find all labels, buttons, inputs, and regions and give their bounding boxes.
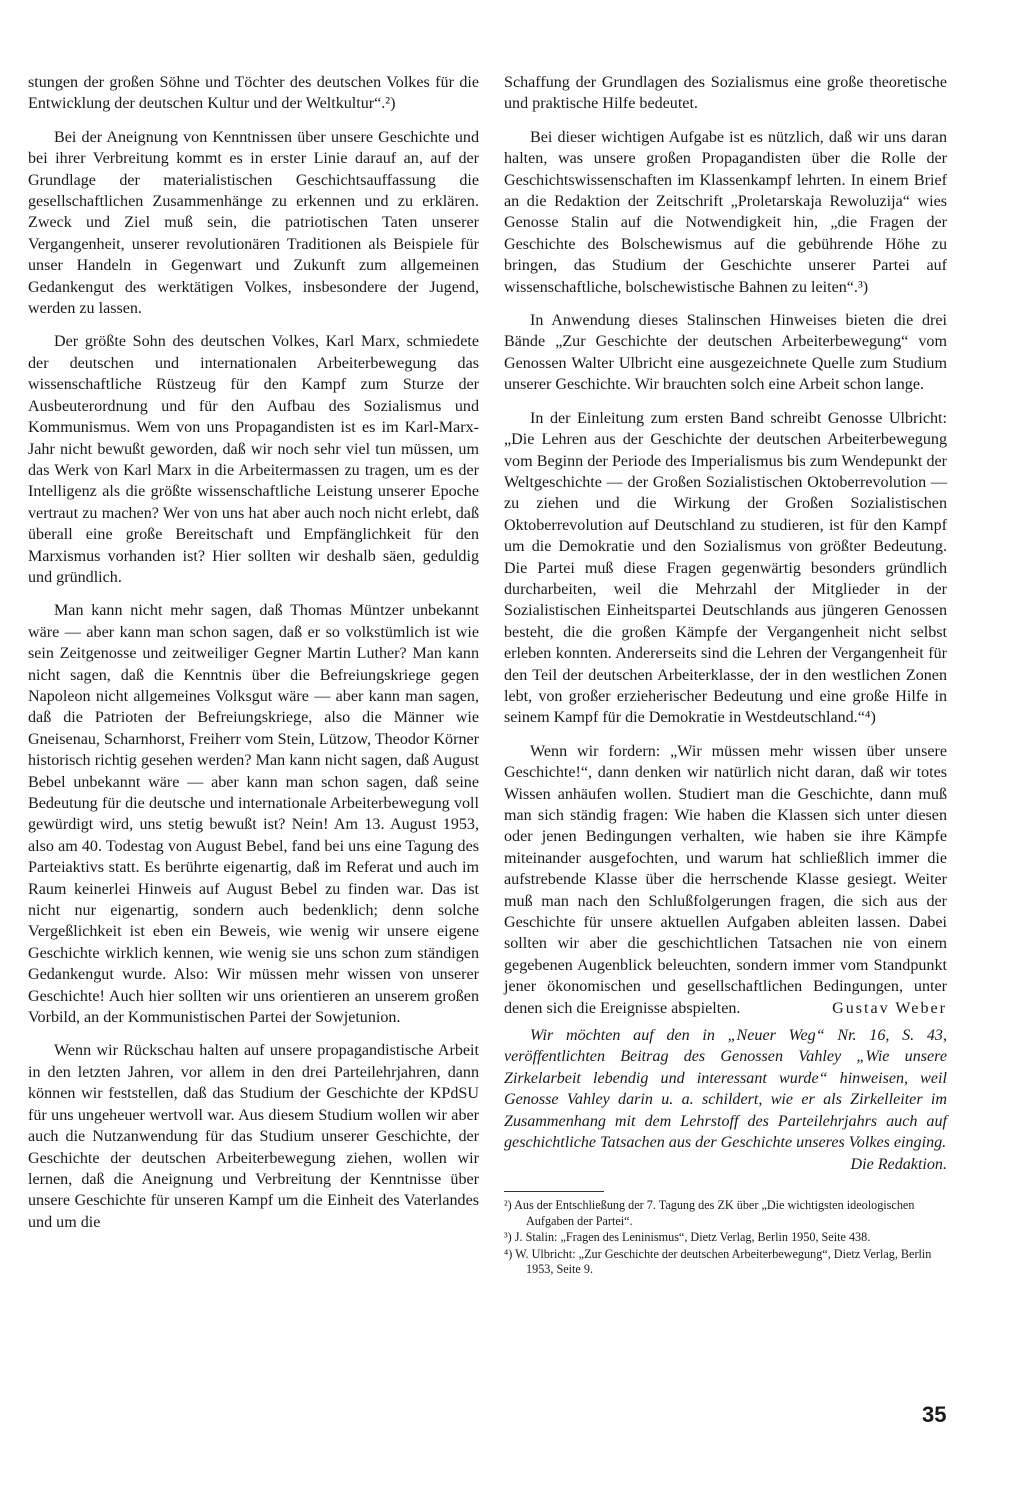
left-column xyxy=(28,72,479,1245)
page-number: 35 xyxy=(922,1402,947,1427)
paragraph: stungen der großen Söhne und Töchter des deutschen Volkes für die Entwicklung der deutschen Kultur und der Weltkultur“.²) xyxy=(28,74,479,113)
right-column xyxy=(504,72,947,1279)
editor-signature: Die Redaktion. xyxy=(850,1155,947,1173)
footnote-divider xyxy=(504,1191,604,1192)
paragraph-text: Wenn wir fordern: „Wir müssen mehr wissen über unsere Geschichte!“, dann denken wir natürlich nicht daran, daß wir totes Wissen anhäufen wollen. Studiert man die Geschichte, dann muß man sich ständig fragen: Wie haben die Klassen sich unter diesen oder jenen Bedingungen verhalten, wie haben sie ihre Kämpfe miteinander ausgefochten, und warum hat schließlich immer die aufstrebende Klasse über die herrschende Klasse gesiegt. Weiter muß man nach den Schlußfolgerungen fragen, die sich aus der Geschichte für unsere aktuellen Aufgaben ableiten lassen. Dabei sollten wir aber die geschichtlichen Tatsachen nie von einem gegebenen Augenblick beleuchten, sondern immer vom Standpunkt jener ökonomischen und gesellschaftlichen Bedingungen, unter denen sich die Ereignisse abspielten. xyxy=(504,742,947,1017)
paragraph: Der größte Sohn des deutschen Volkes, Karl Marx, schmiedete der deutschen und internationalen Arbeiterbewegung das wissenschaftliche Rüstzeug für den Kampf zum Sturze der Ausbeuterordnung und für den Aufbau des Sozialismus und Kommunismus. Wem von uns Propagandisten ist es im Karl-Marx-Jahr nicht bewußt geworden, daß wir noch sehr viel tun müssen, um das Werk von Karl Marx in die Arbeitermassen zu tragen, um es der Intelligenz als die größte wissenschaftliche Leistung unserer Epoche vertraut zu machen? Wer von uns hat aber auch noch nicht erlebt, daß überall eine große Bereitschaft und Empfänglichkeit für den Marxismus vorhanden ist? Hier sollten wir deshalb säen, geduldig und gründlich. xyxy=(28,333,479,586)
footnotes xyxy=(504,1198,947,1278)
footnote-3: ³) J. Stalin: „Fragen des Leninismus“, Dietz Verlag, Berlin 1950, Seite 438. xyxy=(504,1230,871,1245)
footnote-2: ²) Aus der Entschließung der 7. Tagung des ZK über „Die wichtigsten ideologischen Aufgaben der Partei“. xyxy=(504,1197,915,1228)
editor-note xyxy=(504,1025,947,1173)
final-paragraph xyxy=(504,741,947,1019)
editor-note-text: Wir möchten auf den in „Neuer Weg“ Nr. 16, S. 43, veröffentlichten Beitrag des Genossen Vahley „Wie unsere Zirkelarbeit lebendig und interessant wurde“ hinweisen, weil Genosse Vahley darin u. a. schildert, wie er als Zirkelleiter im Zusammenhang mit dem Lehrstoff des Parteilehrjahrs auch auf geschichtliche Tatsachen aus der Geschichte unseres Volkes einging. xyxy=(504,1027,947,1152)
paragraph: Bei der Aneignung von Kenntnissen über unsere Geschichte und bei ihrer Verbreitung kommt es in erster Linie darauf an, auf der Grundlage der materialistischen Geschichtsauffassung die gesellschaftlichen Zusammenhänge zu erkennen und zu erklären. Zweck und Ziel muß sein, die patriotischen Taten unserer Vergangenheit, unserer revolutionären Traditionen als Beispiele für unser Handeln in Gegenwart und Zukunft zum allgemeinen Gedankengut des werktätigen Volkes, insbesondere der Jugend, werden zu lassen. xyxy=(28,128,479,318)
paragraph: Wenn wir Rückschau halten auf unsere propagandistische Arbeit in den letzten Jahren, vor allem in den drei Parteilehrjahren, dann können wir feststellen, daß das Studium der Geschichte der KPdSU für uns ungeheuer wertvoll war. Aus diesem Studium wollen wir aber auch die Nutzanwendung für das Studium unserer Geschichte, der Geschichte der deutschen Arbeiterbewegung ziehen, wollen wir lernen, daß die Aneignung und Verbreitung der Kenntnisse über unsere Geschichte für unseren Kampf um die Einheit des Vaterlandes und um die xyxy=(28,1042,479,1231)
paragraph: Schaffung der Grundlagen des Sozialismus eine große theoretische und praktische Hilfe bedeutet. xyxy=(504,74,947,113)
footnote-4: ⁴) W. Ulbricht: „Zur Geschichte der deutschen Arbeiterbewegung“, Dietz Verlag, Berlin 1953, Seite 9. xyxy=(504,1246,932,1277)
paragraph: In der Einleitung zum ersten Band schreibt Genosse Ulbricht: „Die Lehren aus der Geschichte der deutschen Arbeiterbewegung vom Beginn der Periode des Imperialismus bis zum Wendepunkt der Weltgeschichte — der Großen Sozialistischen Oktoberrevolution — zu ziehen und die Wirkung der Großen Sozialistischen Oktoberrevolution auf Deutschland zu studieren, ist für den Kampf um die Demokratie und den Sozialismus von größter Bedeutung. Die Partei muß diese Fragen gegenwärtig besonders gründlich durcharbeiten, weil die Mehrzahl der Mitglieder in der Sozialistischen Einheitspartei Deutschlands aus jüngeren Genossen besteht, die die großen Kämpfe der Vergangenheit nicht selbst erleben konnten. Andererseits sind die Lehren der Vergangenheit für den Teil der deutschen Arbeiterklasse, der in den westlichen Zonen lebt, von großer erzieherischer Bedeutung und eine große Hilfe in seinem Kampf für die Demokratie in Westdeutschland.“⁴) xyxy=(504,409,947,727)
paragraph: Bei dieser wichtigen Aufgabe ist es nützlich, daß wir uns daran halten, was unsere großen Propagandisten über die Rolle der Geschichtswissenschaften im Klassenkampf lehrten. In einem Brief an die Redaktion der Zeitschrift „Proletarskaja Rewoluzija“ wies Genosse Stalin auf die Notwendigkeit hin, „die Fragen der Geschichte des Bolschewismus auf die gebührende Höhe zu bringen, das Studium der Geschichte unserer Partei auf wissenschaftliche, bolschewistische Bahnen zu leiten“.³) xyxy=(504,128,947,296)
paragraph: Man kann nicht mehr sagen, daß Thomas Müntzer unbekannt wäre — aber kann man schon sagen, daß er so volkstümlich ist wie sein Zeitgenosse und zeitweiliger Gegner Martin Luther? Man kann nicht sagen, daß die Kenntnis über die Befreiungskriege gegen Napoleon nicht allgemeines Volksgut wäre — aber kann man sagen, daß die Patrioten der Befreiungskriege, also die Männer wie Gneisenau, Scharnhorst, Freiherr vom Stein, Lützow, Theodor Körner historisch richtig gesehen werden? Man kann nicht sagen, daß August Bebel unbekannt wäre — aber kann man schon sagen, daß seine Bedeutung für die deutsche und internationale Arbeiterbewegung voll gewürdigt wird, uns stetig bewußt ist? Nein! Am 13. August 1953, also am 40. Todestag von August Bebel, fand bei uns eine Tagung des Parteiaktivs statt. Es berührte eigenartig, daß im Referat und auch im Raum keinerlei Hinweis auf August Bebel zu finden war. Das ist nicht nur eigenartig, sondern auch bedenklich; denn solche Vergeßlichkeit ist eben ein Beweis, wie wenig wir unsere eigene Geschichte wirklich kennen, wie wenig sie uns schon zum ständigen Gedankengut wurde. Also: Wir müssen mehr wissen von unserer Geschichte! Auch hier sollten wir uns orientieren an unserem großen Vorbild, an der Kommunistischen Partei der Sowjetunion. xyxy=(28,602,479,1027)
author-signature: Gustav Weber xyxy=(832,999,947,1017)
paragraph: In Anwendung dieses Stalinschen Hinweises bieten die drei Bände „Zur Geschichte der deutschen Arbeiterbewegung“ vom Genossen Walter Ulbricht eine ausgezeichnete Quelle zum Studium unserer Geschichte. Wir brauchten solch eine Arbeit schon lange. xyxy=(504,312,947,394)
